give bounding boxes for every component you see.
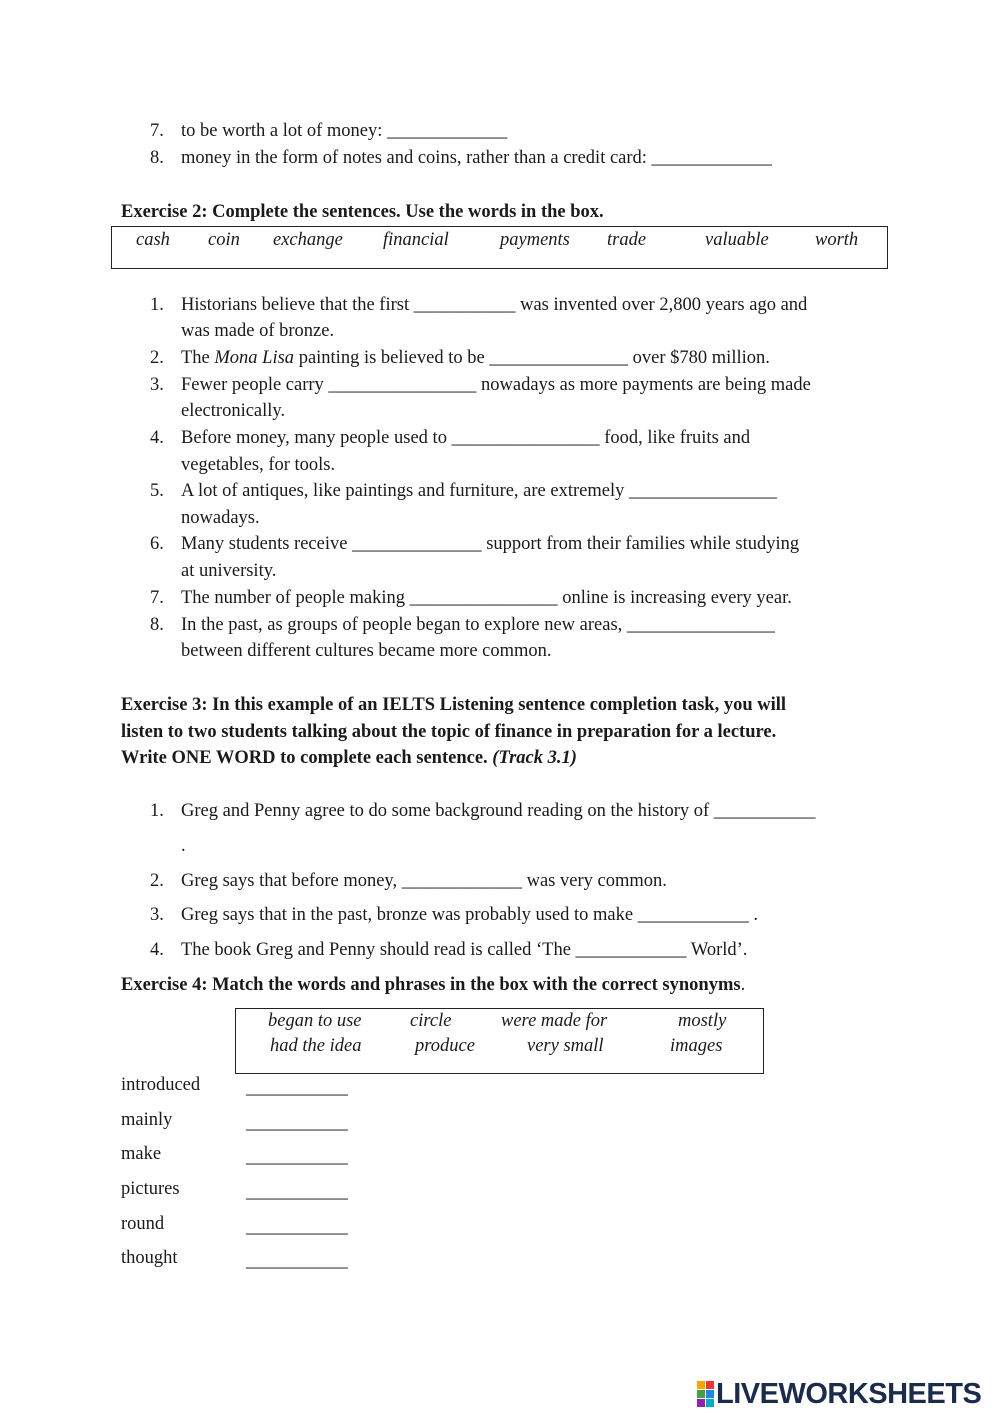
box-word: cash — [136, 230, 170, 250]
box-phrase: produce — [415, 1036, 475, 1056]
exercise-2-heading: Exercise 2: Complete the sentences. Use the words in the box. — [121, 202, 604, 222]
sentence-text: The book Greg and Penny should read is called ‘The ____________ World’. — [181, 940, 748, 960]
list-number: 2. — [150, 871, 164, 891]
sentence-text: Greg says that in the past, bronze was probably used to make ____________ . — [181, 905, 758, 925]
track-label: (Track 3.1) — [492, 748, 577, 768]
list-number: 2. — [150, 348, 164, 368]
box-phrase: mostly — [678, 1011, 727, 1031]
box-phrase: began to use — [268, 1011, 362, 1031]
question-text: to be worth a lot of money: _____________ — [181, 121, 508, 141]
box-word: valuable — [705, 230, 769, 250]
logo-mark-icon — [697, 1381, 714, 1407]
logo-text: LIVEWORKSHEETS — [716, 1377, 982, 1410]
exercise-4-heading: Exercise 4: Match the words and phrases in the box with the correct synonyms. — [121, 975, 746, 995]
painting-title: Mona Lisa — [214, 348, 295, 368]
list-number: 6. — [150, 534, 164, 554]
box-word: payments — [500, 230, 570, 250]
box-phrase: were made for — [501, 1011, 608, 1031]
list-number: 5. — [150, 481, 164, 501]
box-phrase: had the idea — [270, 1036, 362, 1056]
list-number: 3. — [150, 905, 164, 925]
exercise-3-heading: listen to two students talking about the topic of finance in preparation for a lecture. — [121, 722, 777, 742]
list-number: 8. — [150, 148, 164, 168]
answer-blank[interactable]: ___________ — [246, 1182, 348, 1202]
exercise-3-heading: Write ONE WORD to complete each sentence. (Track 3.1) — [121, 748, 577, 768]
box-word: coin — [208, 230, 240, 250]
list-number: 1. — [150, 801, 164, 821]
list-number: 8. — [150, 615, 164, 635]
question-text: money in the form of notes and coins, rather than a credit card: _____________ — [181, 148, 772, 168]
sentence-text: electronically. — [181, 401, 286, 421]
match-term: pictures — [121, 1179, 180, 1199]
answer-blank[interactable]: ___________ — [246, 1113, 348, 1133]
box-phrase: circle — [410, 1011, 452, 1031]
list-number: 4. — [150, 940, 164, 960]
sentence-text: The number of people making ________________ online is increasing every year. — [181, 588, 792, 608]
box-word: exchange — [273, 230, 343, 250]
sentence-text: vegetables, for tools. — [181, 455, 336, 475]
exercise-3-heading: Exercise 3: In this example of an IELTS Listening sentence completion task, you will — [121, 695, 787, 715]
match-term: round — [121, 1214, 165, 1234]
liveworksheets-logo[interactable] — [697, 1378, 981, 1410]
list-number: 1. — [150, 295, 164, 315]
sentence-text: In the past, as groups of people began to explore new areas, ________________ — [181, 615, 775, 635]
box-word: financial — [383, 230, 449, 250]
match-term: make — [121, 1144, 162, 1164]
match-term: thought — [121, 1248, 178, 1268]
box-phrase: images — [670, 1036, 723, 1056]
match-term: introduced — [121, 1075, 201, 1095]
answer-blank[interactable]: ___________ — [246, 1251, 348, 1271]
sentence-text: Greg and Penny agree to do some background reading on the history of ___________ — [181, 801, 816, 821]
sentence-text: Before money, many people used to ________________ food, like fruits and — [181, 428, 751, 448]
sentence-text: was made of bronze. — [181, 321, 335, 341]
answer-blank[interactable]: ___________ — [246, 1217, 348, 1237]
sentence-text: at university. — [181, 561, 277, 581]
sentence-text: between different cultures became more common. — [181, 641, 552, 661]
sentence-text: A lot of antiques, like paintings and furniture, are extremely ________________ — [181, 481, 777, 501]
phrase-box — [235, 1008, 764, 1074]
answer-blank[interactable]: ___________ — [246, 1078, 348, 1098]
match-term: mainly — [121, 1110, 173, 1130]
list-number: 4. — [150, 428, 164, 448]
word-box — [111, 226, 888, 269]
box-word: trade — [607, 230, 647, 250]
sentence-text: Historians believe that the first ___________ was invented over 2,800 years ago and — [181, 295, 808, 315]
sentence-text: nowadays. — [181, 508, 260, 528]
sentence-text: Many students receive ______________ support from their families while studying — [181, 534, 800, 554]
box-phrase: very small — [527, 1036, 604, 1056]
box-word: worth — [815, 230, 859, 250]
sentence-text: The Mona Lisa painting is believed to be _______________ over $780 million. — [181, 348, 770, 368]
list-number: 3. — [150, 375, 164, 395]
answer-blank[interactable]: ___________ — [246, 1147, 348, 1167]
sentence-text: . — [181, 836, 186, 856]
list-number: 7. — [150, 588, 164, 608]
sentence-text: Greg says that before money, _____________ was very common. — [181, 871, 667, 891]
sentence-text: Fewer people carry ________________ nowadays as more payments are being made — [181, 375, 811, 395]
list-number: 7. — [150, 121, 164, 141]
